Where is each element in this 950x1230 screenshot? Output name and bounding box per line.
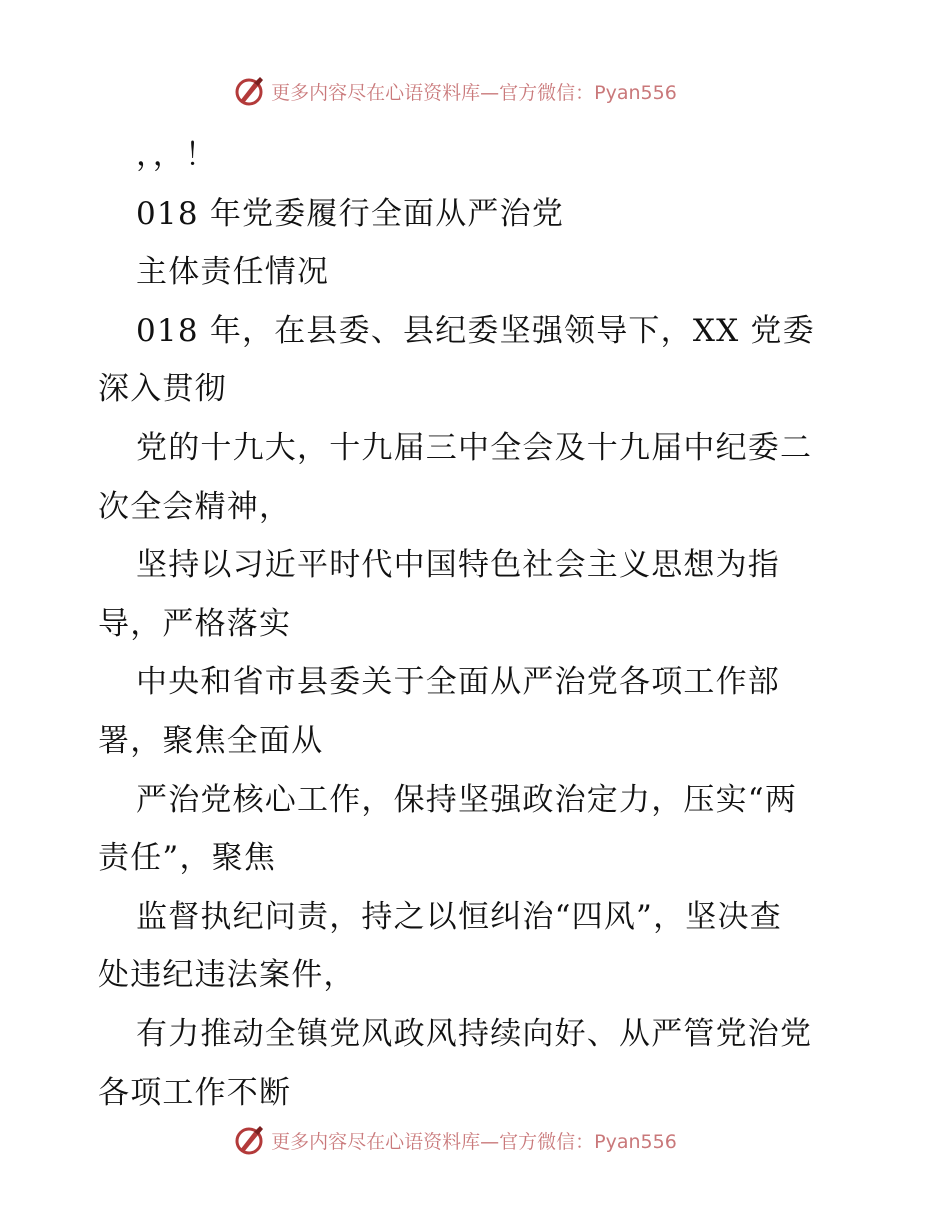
text-line: 深入贯彻 [98,371,227,408]
text-line: 018 年，在县委、县纪委坚强领导下，XX 党委 [136,312,815,349]
footer-watermark [0,1120,950,1160]
pen-logo-icon [233,75,265,107]
text-line: 坚持以习近平时代中国特色社会主义思想为指 [136,547,780,584]
text-line: 署，聚焦全面从 [98,722,324,759]
pen-logo-icon [233,1124,265,1156]
header-watermark [0,71,950,111]
text-line: 党的十九大，十九届三中全会及十九届中纪委二 [136,429,813,466]
text-line: 责任”，聚焦 [98,840,277,877]
footer-watermark-text: 更多内容尽在心语资料库—官方微信：Pyan556 [271,1130,677,1153]
text-line: 有力推动全镇党风政风持续向好、从严管党治党 [136,1015,813,1052]
text-line: 各项工作不断 [98,1074,292,1111]
header-watermark-text: 更多内容尽在心语资料库—官方微信：Pyan556 [271,81,677,104]
text-line: 中央和省市县委关于全面从严治党各项工作部 [136,664,780,701]
document-body [98,126,858,1122]
text-line: 次全会精神， [98,488,292,525]
text-line: 018 年党委履行全面从严治党 [136,195,565,232]
text-line: 严治党核心工作，保持坚强政治定力，压实“两 [136,781,798,818]
text-line: 处违纪违法案件， [98,957,356,994]
text-line: 导，严格落实 [98,605,292,642]
text-line: ，，！ [136,137,218,173]
text-line: 主体责任情况 [136,254,330,291]
text-line: 监督执纪问责，持之以恒纠治“四风”，坚决查 [136,898,782,935]
